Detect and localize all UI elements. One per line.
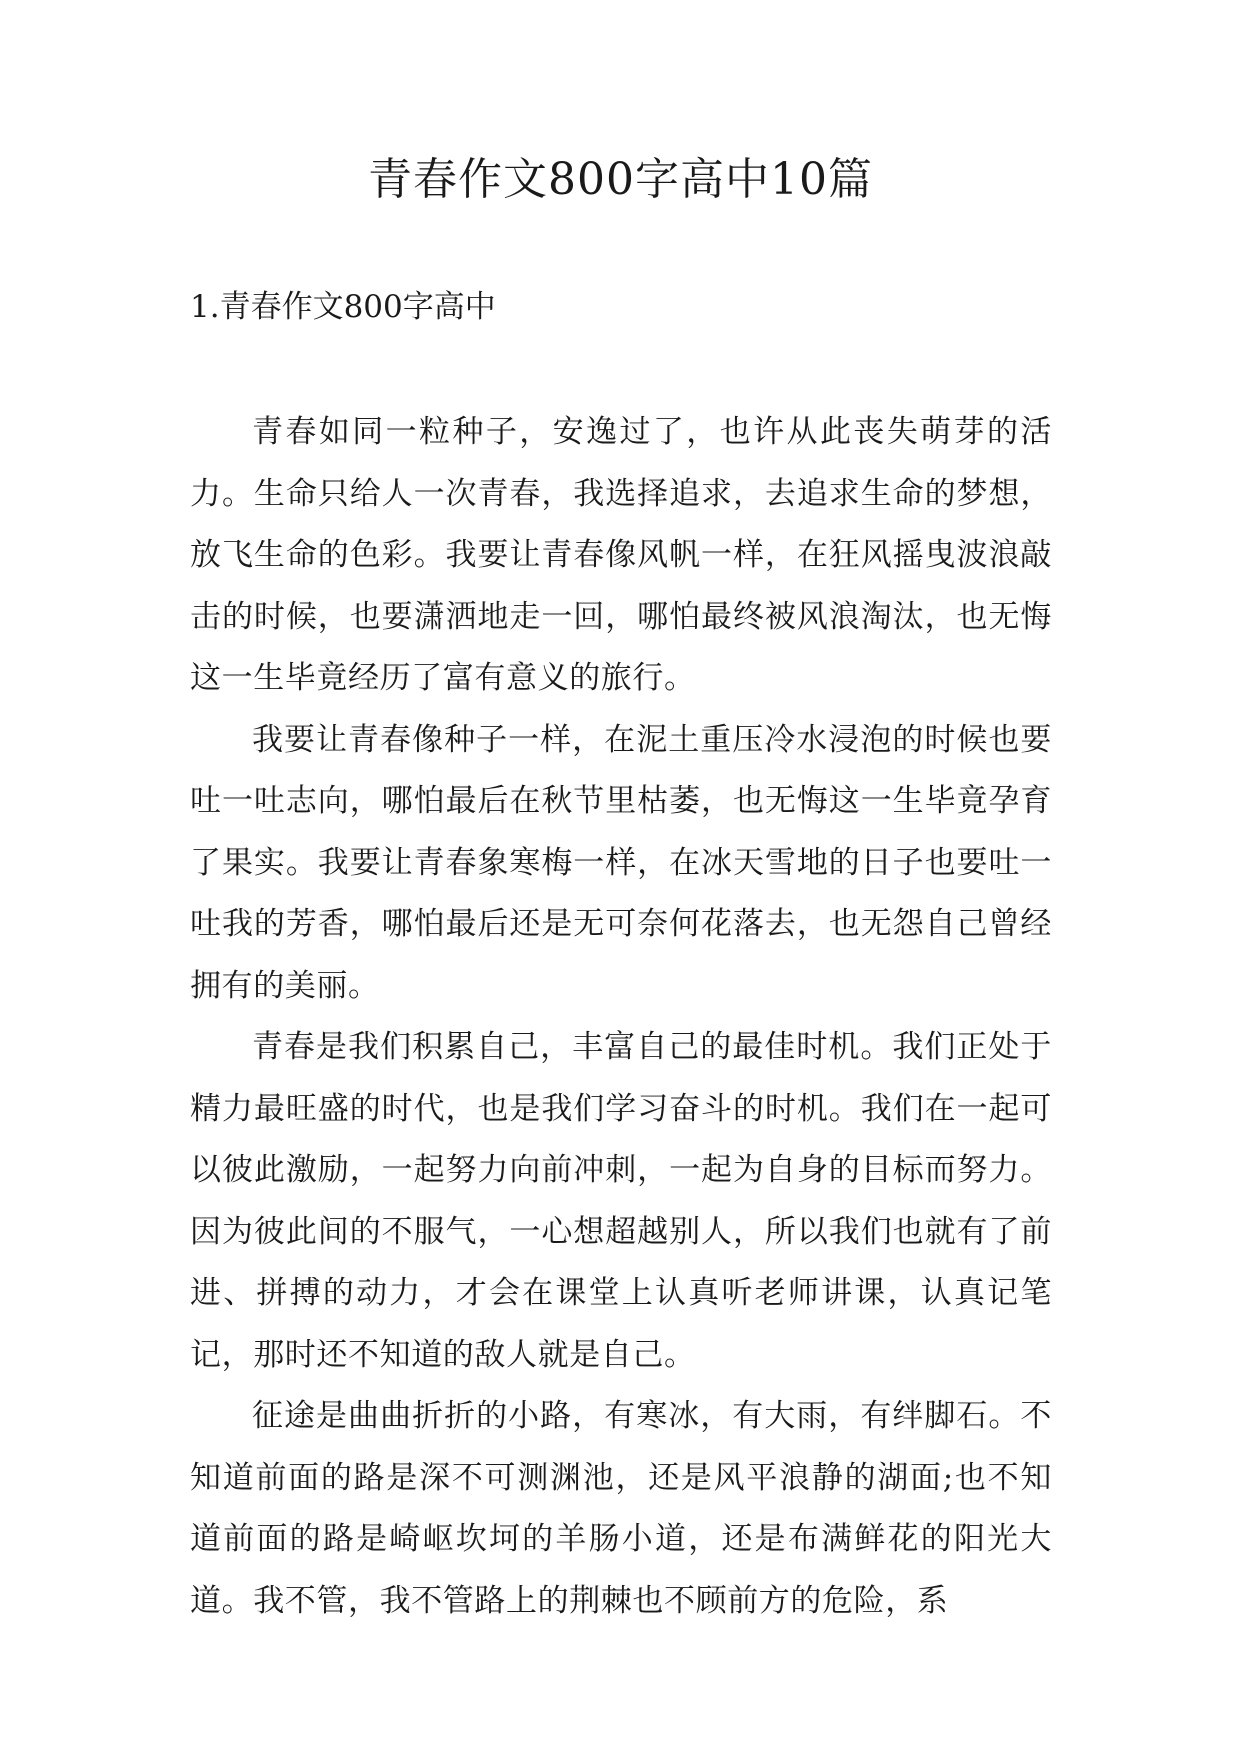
paragraph: 我要让青春像种子一样，在泥土重压冷水浸泡的时候也要吐一吐志向，哪怕最后在秋节里枯萎，也无悔这一生毕竟孕育了果实。我要让青春象寒梅一样，在冰天雪地的日子也要吐一吐我的芳香，哪怕最后还是无可奈何花落去，也无怨自己曾经拥有的美丽。 [190, 721, 1052, 1004]
document-title: 青春作文800字高中10篇 [368, 154, 873, 205]
section-heading: 1.青春作文800字高中 [190, 289, 496, 325]
paragraph: 青春是我们积累自己，丰富自己的最佳时机。我们正处于精力最旺盛的时代，也是我们学习奋斗的时机。我们在一起可以彼此激励，一起努力向前冲刺，一起为自身的目标而努力。因为彼此间的不服气，一心想超越别人，所以我们也就有了前进、拼搏的动力，才会在课堂上认真听老师讲课，认真记笔记，那时还不知道的敌人就是自己。 [190, 1029, 1052, 1373]
paragraph: 青春如同一粒种子，安逸过了，也许从此丧失萌芽的活力。生命只给人一次青春，我选择追求，去追求生命的梦想，放飞生命的色彩。我要让青春像风帆一样，在狂风摇曳波浪敲击的时候，也要潇洒地走一回，哪怕最终被风浪淘汰，也无悔这一生毕竟经历了富有意义的旅行。 [190, 414, 1052, 696]
paragraph: 征途是曲曲折折的小路，有寒冰，有大雨，有绊脚石。不知道前面的路是深不可测渊池，还是风平浪静的湖面;也不知道前面的路是崎岖坎坷的羊肠小道，还是布满鲜花的阳光大道。我不管，我不管路上的荆棘也不顾前方的危险，系 [190, 1398, 1052, 1619]
essay-body [190, 402, 1052, 1632]
